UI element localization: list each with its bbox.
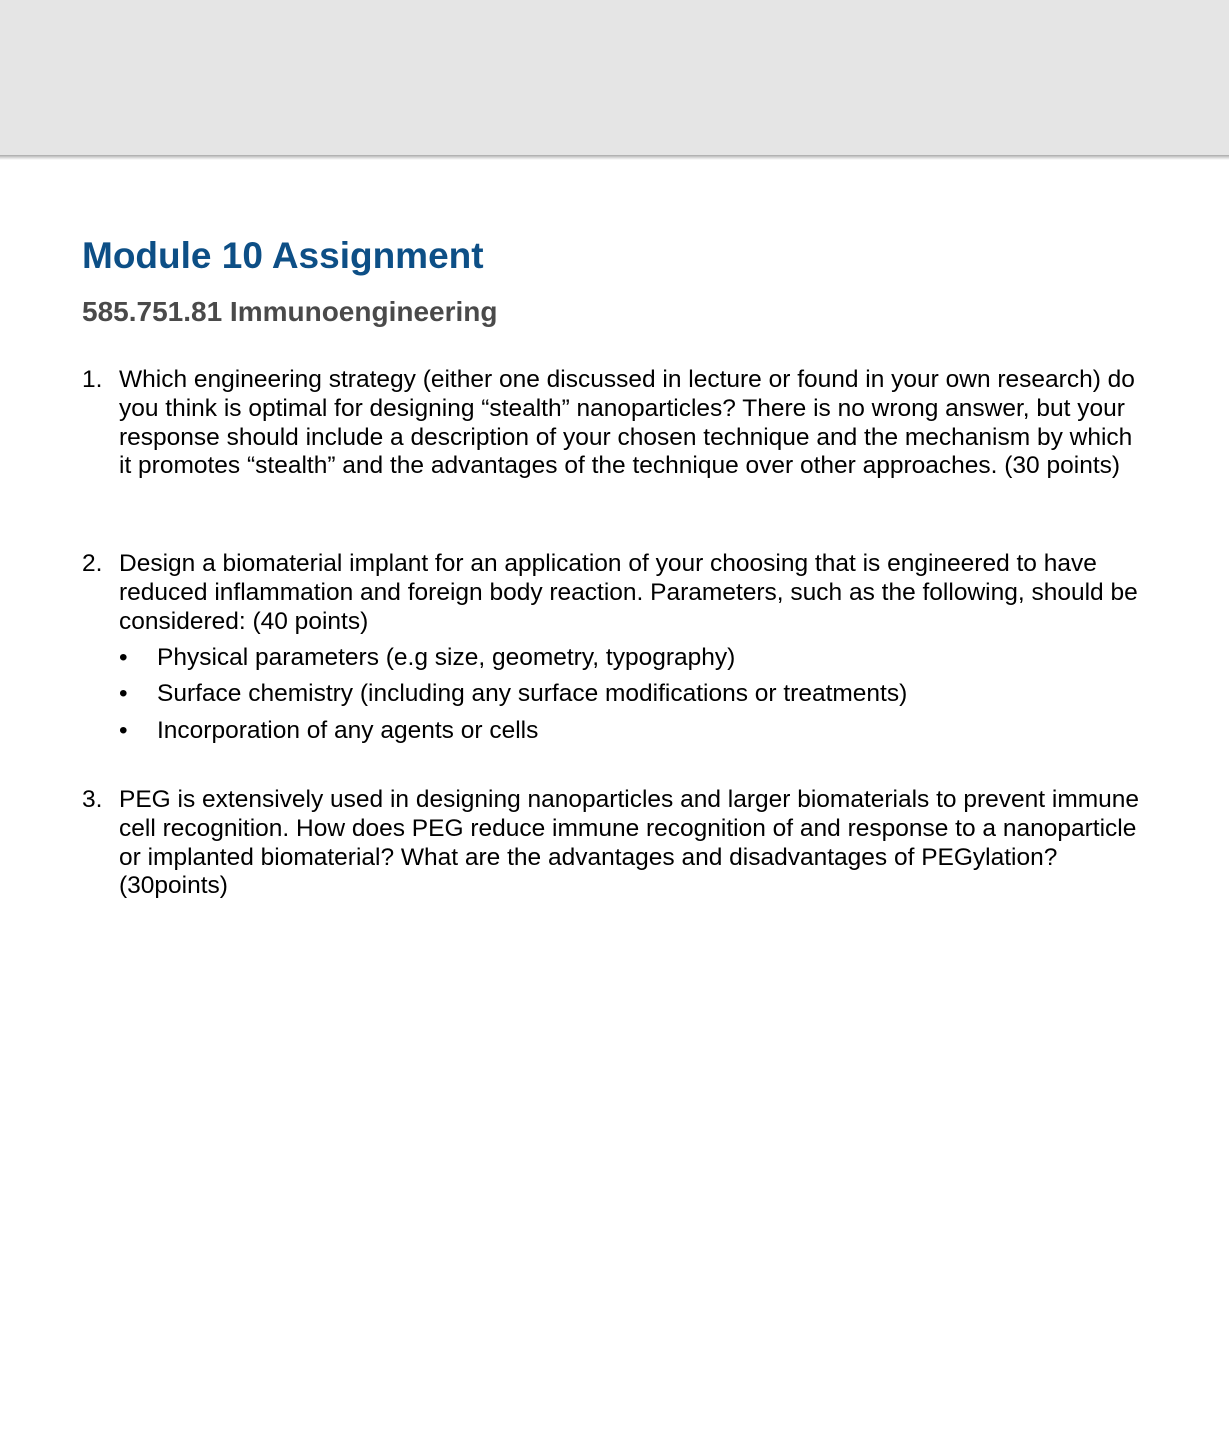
question-3	[82, 786, 1142, 901]
document-page	[0, 160, 1229, 1454]
question-text: Design a biomaterial implant for an application of your choosing that is engineered to have reduced inflammation and foreign body reaction. Parameters, such as the following, should be considered: (40 points)	[119, 550, 1138, 635]
bullet-text: Surface chemistry (including any surface modifications or treatments)	[157, 680, 908, 707]
question-text: Which engineering strategy (either one discussed in lecture or found in your own research) do you think is optimal for designing “stealth” nanoparticles? There is no wrong answer, but your response should include a description of your chosen technique and the mechanism by which it promotes “stealth” and the advantages of the technique over other approaches. (30 points)	[119, 366, 1135, 480]
viewer-top-bar	[0, 0, 1229, 155]
bullet-text: Incorporation of any agents or cells	[157, 717, 539, 744]
question-text: PEG is extensively used in designing nanoparticles and larger biomaterials to prevent immune cell recognition. How does PEG reduce immune recognition of and response to a nanoparticle or implanted biomaterial? What are the advantages and disadvantages of PEGylation? (30points)	[119, 786, 1140, 900]
question-number: 1.	[82, 366, 103, 393]
bullet-text: Physical parameters (e.g size, geometry, typography)	[157, 644, 736, 671]
document-subtitle: 585.751.81 Immunoengineering	[82, 296, 498, 327]
question-number: 2.	[82, 550, 103, 577]
question-number: 3.	[82, 786, 103, 813]
question-2	[82, 550, 1142, 636]
document-title: Module 10 Assignment	[82, 235, 484, 276]
bullet-icon: •	[119, 680, 128, 707]
question-1	[82, 366, 1142, 481]
bullet-icon: •	[119, 717, 128, 744]
bullet-icon: •	[119, 644, 128, 671]
